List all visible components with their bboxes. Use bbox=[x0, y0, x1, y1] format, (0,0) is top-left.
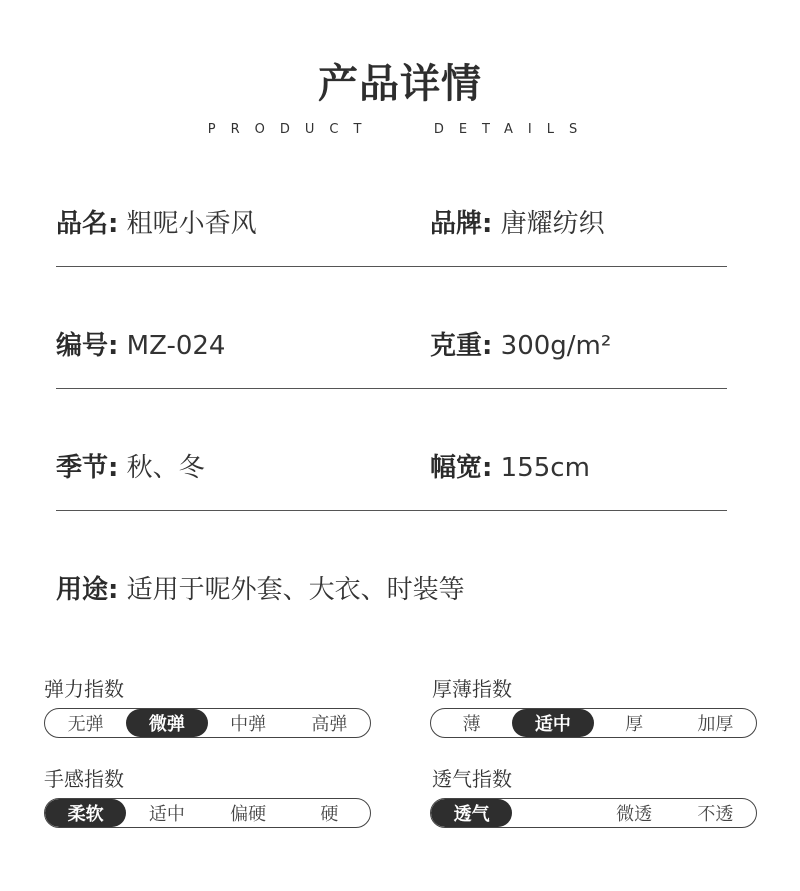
breathability-scale bbox=[430, 798, 757, 828]
elasticity-option: 无弹 bbox=[67, 714, 104, 735]
field-weight-key: 克重: bbox=[430, 331, 493, 361]
thickness-scale bbox=[430, 708, 757, 738]
breathability-option-selected: 透气 bbox=[431, 799, 512, 827]
hand-feel-scale bbox=[44, 798, 371, 828]
field-brand bbox=[430, 203, 605, 240]
field-name-value: 粗呢小香风 bbox=[126, 209, 257, 239]
elasticity-index-label: 弹力指数 bbox=[44, 677, 124, 701]
field-name bbox=[56, 203, 257, 240]
field-brand-key: 品牌: bbox=[430, 209, 493, 239]
hand-feel-option: 适中 bbox=[148, 804, 185, 825]
field-width-key: 幅宽: bbox=[430, 453, 493, 483]
field-brand-value: 唐耀纺织 bbox=[500, 209, 605, 239]
page-title: 产品详情 bbox=[318, 61, 482, 107]
breathability-option: 不透 bbox=[697, 804, 734, 825]
field-usage bbox=[56, 569, 465, 606]
thickness-option: 薄 bbox=[462, 714, 481, 735]
field-code-key: 编号: bbox=[56, 331, 119, 361]
field-season-value: 秋、冬 bbox=[126, 453, 205, 483]
hand-feel-option: 硬 bbox=[320, 804, 339, 825]
field-code-value: MZ-024 bbox=[126, 331, 226, 361]
elasticity-option: 高弹 bbox=[311, 714, 348, 735]
thickness-option: 加厚 bbox=[697, 714, 734, 735]
divider bbox=[56, 388, 727, 389]
elasticity-option-selected: 微弹 bbox=[126, 709, 207, 737]
breathability-option: 微透 bbox=[616, 804, 653, 825]
elasticity-option: 中弹 bbox=[230, 714, 267, 735]
field-season bbox=[56, 447, 205, 484]
breathability-index-label: 透气指数 bbox=[432, 767, 512, 791]
field-weight bbox=[430, 325, 611, 362]
thickness-index-label: 厚薄指数 bbox=[432, 677, 512, 701]
field-usage-value: 适用于呢外套、大衣、时装等 bbox=[126, 575, 465, 605]
breathability-spacer bbox=[512, 799, 593, 827]
field-code bbox=[56, 325, 225, 362]
hand-feel-index-label: 手感指数 bbox=[44, 767, 124, 791]
divider bbox=[56, 266, 727, 267]
divider bbox=[56, 510, 727, 511]
field-name-key: 品名: bbox=[56, 209, 119, 239]
field-usage-key: 用途: bbox=[56, 575, 119, 605]
hand-feel-option-selected: 柔软 bbox=[45, 799, 126, 827]
field-season-key: 季节: bbox=[56, 453, 119, 483]
thickness-option-selected: 适中 bbox=[512, 709, 593, 737]
elasticity-scale bbox=[44, 708, 371, 738]
hand-feel-option: 偏硬 bbox=[230, 804, 267, 825]
field-weight-value: 300g/m² bbox=[500, 331, 612, 361]
page-subtitle: PRODUCT DETAILS bbox=[207, 122, 593, 137]
field-width-value: 155cm bbox=[500, 453, 590, 483]
field-width bbox=[430, 447, 590, 484]
thickness-option: 厚 bbox=[625, 714, 644, 735]
